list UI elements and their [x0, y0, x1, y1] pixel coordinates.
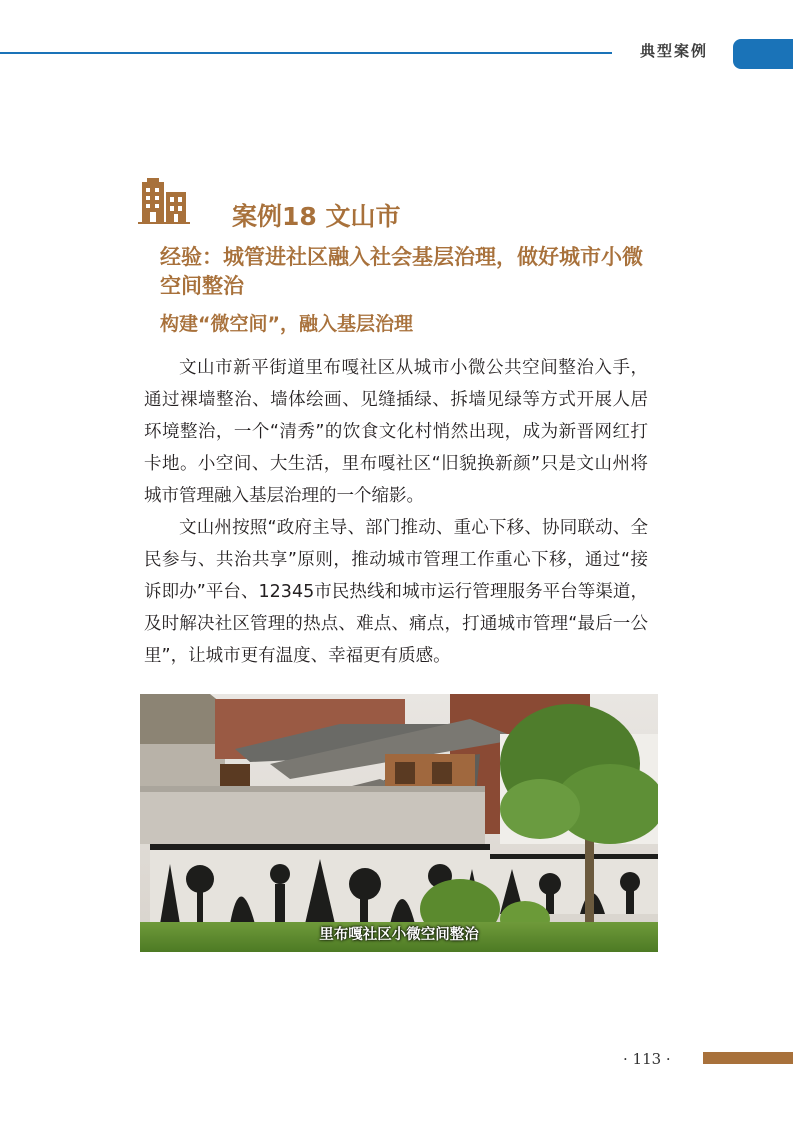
paragraph: 文山州按照“政府主导、部门推动、重心下移、协同联动、全民参与、共治共享”原则，推动城市管理工作重心下移，通过“接诉即办”平台、12345市民热线和城市运行管理服务平台等渠道，及时解决社区管理的热点、难点、痛点，打通城市管理“最后一公里”，让城市更有温度、幸福更有质感。 [144, 518, 648, 666]
header-rule [0, 52, 612, 54]
section-subheading: 构建“微空间”，融入基层治理 [160, 313, 413, 335]
case-title: 案例18 文山市 [232, 202, 401, 231]
body-text [144, 352, 648, 672]
footer-bar [703, 1052, 793, 1064]
section-tab [733, 39, 793, 69]
page-number: · 113 · [623, 1050, 671, 1068]
experience-heading: 经验：城管进社区融入社会基层治理，做好城市小微空间整治 [160, 245, 643, 298]
photo-caption: 里布嘎社区小微空间整治 [319, 927, 479, 943]
section-label: 典型案例 [640, 42, 709, 60]
paragraph: 文山市新平街道里布嘎社区从城市小微公共空间整治入手，通过裸墙整治、墙体绘画、见缝插绿、拆墙见绿等方式开展人居环境整治，一个“清秀”的饮食文化村悄然出现，成为新晋网红打卡地。小空间、大生活，里布嘎社区“旧貌换新颜”只是文山州将城市管理融入基层治理的一个缩影。 [144, 358, 648, 506]
building-icon [138, 178, 190, 224]
community-photo [140, 694, 658, 952]
